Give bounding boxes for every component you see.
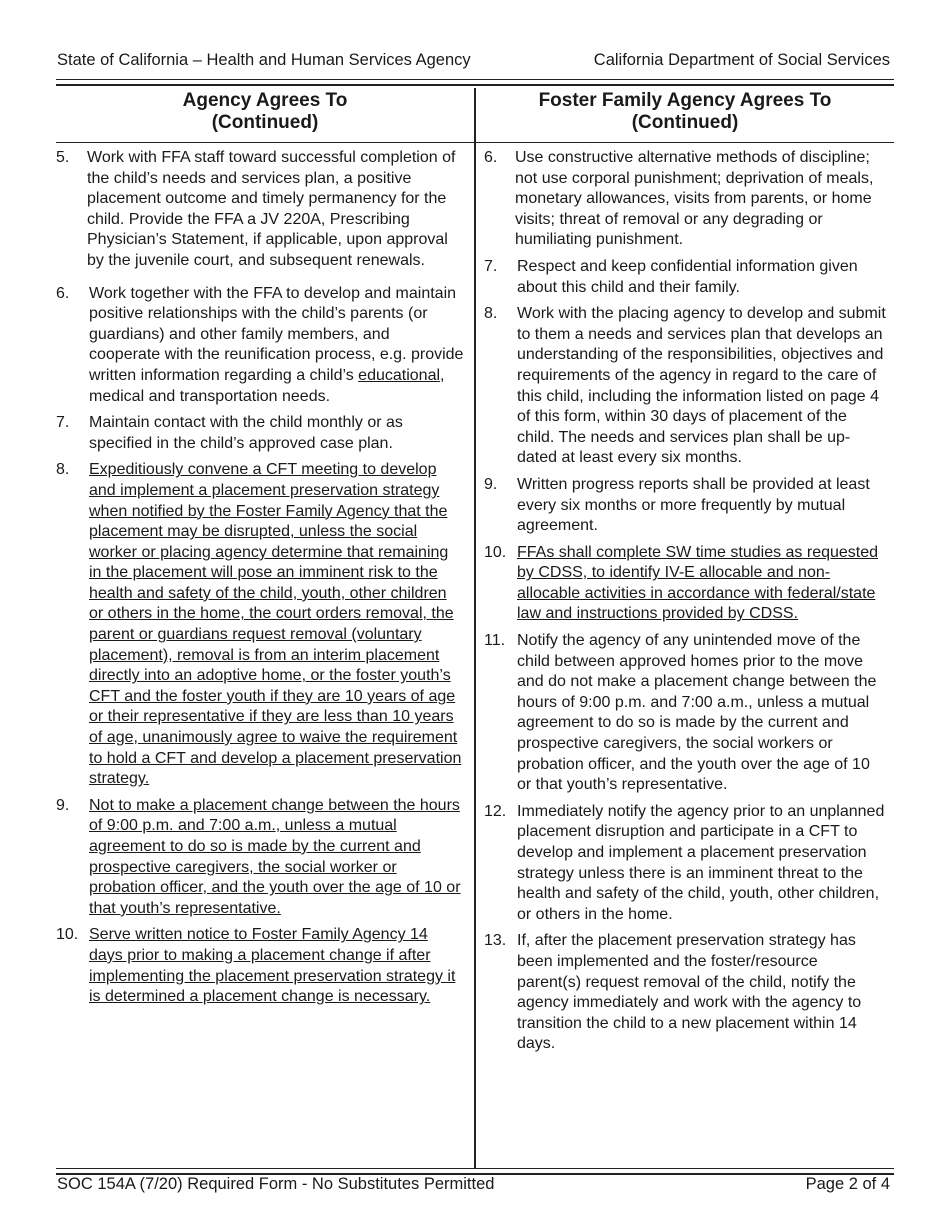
list-item: 13. If, after the placement preservation strategy has been implemented and the foster/resource parent(s) request removal of the child, notify the agency immediately and work with the agency to transition the child to a new placement within 14 days. bbox=[484, 932, 862, 1053]
list-item: 6. Work together with the FFA to develop and maintain positive relationships with the child’s parents (or guardians) and other family members, and cooperate with the reunification process, e.g. provide written information regarding a child’s educational, medical and transportation needs. bbox=[56, 284, 464, 405]
page-number: Page 2 of 4 bbox=[805, 1175, 890, 1193]
list-item: 8. Work with the placing agency to develop and submit to them a needs and services plan that develops an understanding of the responsibilities, objectives and requirements of the agency in regard to the care of this child, including the information listed on page 4 of this form, within 30 days of placement of the child. The needs and services plan shall be up-dated at least every six months. bbox=[484, 305, 886, 467]
list-item: 10. FFAs shall complete SW time studies as requested by CDSS, to identify IV-E allocable and non-allocable activities in accordance with federal/state law and instructions provided by CDSS. bbox=[484, 543, 879, 623]
left-header-separator bbox=[56, 142, 474, 143]
list-item: 8. Expeditiously convene a CFT meeting to develop and implement a placement preservation strategy when notified by the Foster Family Agency that the placement may be disrupted, unless the social worker or placing agency determine that remaining in the placement will pose an imminent risk to the health and safety of the child, youth, other children or others in the home, the court orders removal, the parent or guardians request removal (voluntary placement), removal is from an interim placement directly into an adoptive home, or the foster youth’s CFT and the foster youth if they are 10 years of age or their representative if they are less than 10 years of age, unanimously agree to waive the requirement to hold a CFT and develop a placement preservation strategy. bbox=[56, 461, 462, 788]
list-item: 9. Written progress reports shall be provided at least every six months or more frequently by mutual agreement. bbox=[484, 475, 870, 535]
list-item: 10. Serve written notice to Foster Family Agency 14 days prior to making a placement change if after implementing the placement preservation strategy it is determined a placement change is necessary. bbox=[56, 926, 456, 1006]
right-header-separator bbox=[476, 142, 894, 143]
list-item: 7. Respect and keep confidential information given about this child and their family. bbox=[484, 257, 858, 296]
column-divider bbox=[474, 88, 476, 1169]
page-header bbox=[57, 51, 890, 73]
list-item: 7. Maintain contact with the child monthly or as specified in the child’s approved case plan. bbox=[56, 414, 403, 452]
header-department: California Department of Social Services bbox=[593, 51, 890, 69]
footer-rule bbox=[56, 1168, 894, 1175]
list-item: 6. Use constructive alternative methods of discipline; not use corporal punishment; deprivation of meals, monetary allowances, visits from parents, or home visits; threat of removal or any degrading or humiliating punishment. bbox=[484, 149, 874, 249]
list-item: 11. Notify the agency of any unintended move of the child between approved homes prior to the move and do not make a placement change between the hours of 9:00 p.m. and 7:00 a.m., unless a mutual agreement to do so is made by the current and prospective caregivers, the social workers or probation officer, and the youth over the age of 10 or that youth’s representative. bbox=[484, 632, 877, 794]
list-item: 12. Immediately notify the agency prior to an unplanned placement disruption and participate in a CFT to develop and implement a placement preservation strategy unless there is an imminent threat to the health and safety of the child, youth, other children, or others in the home. bbox=[484, 802, 885, 923]
list-item: 5. Work with FFA staff toward successful completion of the child’s needs and services plan, a positive placement outcome and timely permanency for the child. Provide the FFA a JV 220A, Prescribing Physician’s Statement, if applicable, upon approval by the juvenile court, and subsequent renewals. bbox=[56, 149, 456, 269]
list-item: 9. Not to make a placement change between the hours of 9:00 p.m. and 7:00 a.m., unless a mutual agreement to do so is made by the current and prospective caregivers, the social worker or probation officer, and the youth over the age of 10 or that youth’s representative. bbox=[56, 796, 461, 917]
form-number: SOC 154A (7/20) Required Form - No Substitutes Permitted bbox=[57, 1175, 495, 1193]
header-agency: State of California – Health and Human Services Agency bbox=[57, 51, 471, 69]
left-column-title: Agency Agrees To (Continued) bbox=[182, 90, 348, 133]
right-item-list bbox=[484, 148, 886, 1055]
right-column-title: Foster Family Agency Agrees To (Continued) bbox=[538, 90, 832, 133]
header-rule bbox=[56, 79, 894, 86]
left-item-list bbox=[56, 148, 464, 1008]
